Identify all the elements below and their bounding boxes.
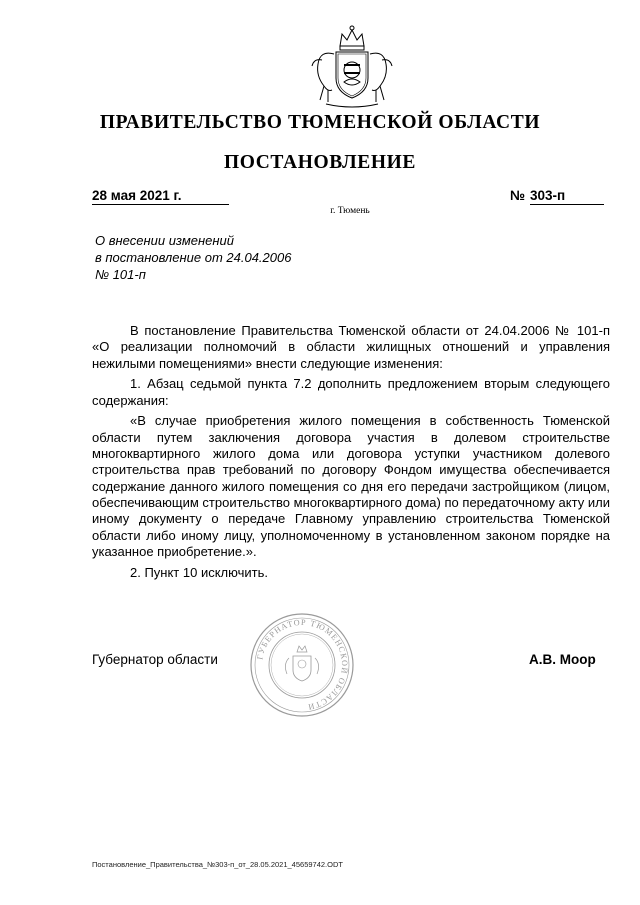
subject-line: в постановление от 24.04.2006 <box>95 250 292 265</box>
body-paragraph: 1. Абзац седьмой пункта 7.2 дополнить предложением вторым следующего содержания: <box>92 376 610 408</box>
body-paragraph: В постановление Правительства Тюменской области от 24.04.2006 № 101-п «О реализации полномочий в области жилищных отношений и управления нежилыми помещениями» внести следующие изменения: <box>92 323 610 371</box>
document-body <box>92 323 610 585</box>
coat-of-arms-emblem <box>298 20 406 112</box>
city-label: г. Тюмень <box>330 206 370 216</box>
seal-text: ГУБЕРНАТОР ТЮМЕНСКОЙ ОБЛАСТИ <box>255 617 350 712</box>
government-title: ПРАВИТЕЛЬСТВО ТЮМЕНСКОЙ ОБЛАСТИ <box>99 112 541 133</box>
document-number: 303-п <box>530 187 604 205</box>
document-number-label: № <box>510 188 526 203</box>
document-type: ПОСТАНОВЛЕНИЕ <box>223 152 417 173</box>
document-subject <box>95 232 291 283</box>
subject-line: О внесении изменений <box>95 233 234 248</box>
footer-filename: Постановление_Правительства_№303-п_от_28.05.2021_45659742.ODT <box>92 860 343 869</box>
official-seal <box>249 612 355 718</box>
signer-name: А.В. Моор <box>529 652 596 667</box>
document-date: 28 мая 2021 г. <box>92 187 229 205</box>
signer-title: Губернатор области <box>92 652 218 667</box>
body-paragraph: «В случае приобретения жилого помещения в собственность Тюменской области путем заключения договора участия в долевом строительстве многоквартирного жилого дома или договора уступки участником долевого строительства прав требований по договору Фондом имущества обеспечивается содержание данного жилого помещения со дня его передачи застройщиком (лицом, обеспечивающим строительство многоквартирного дома) по передаточному акту или иному документу о передаче Главному управлению строительства Тюменской области либо иному лицу, уполномоченному в установленном законом порядке на указанное приобретение.». <box>92 413 610 559</box>
body-paragraph: 2. Пункт 10 исключить. <box>130 564 268 580</box>
subject-line: № 101-п <box>95 267 146 282</box>
